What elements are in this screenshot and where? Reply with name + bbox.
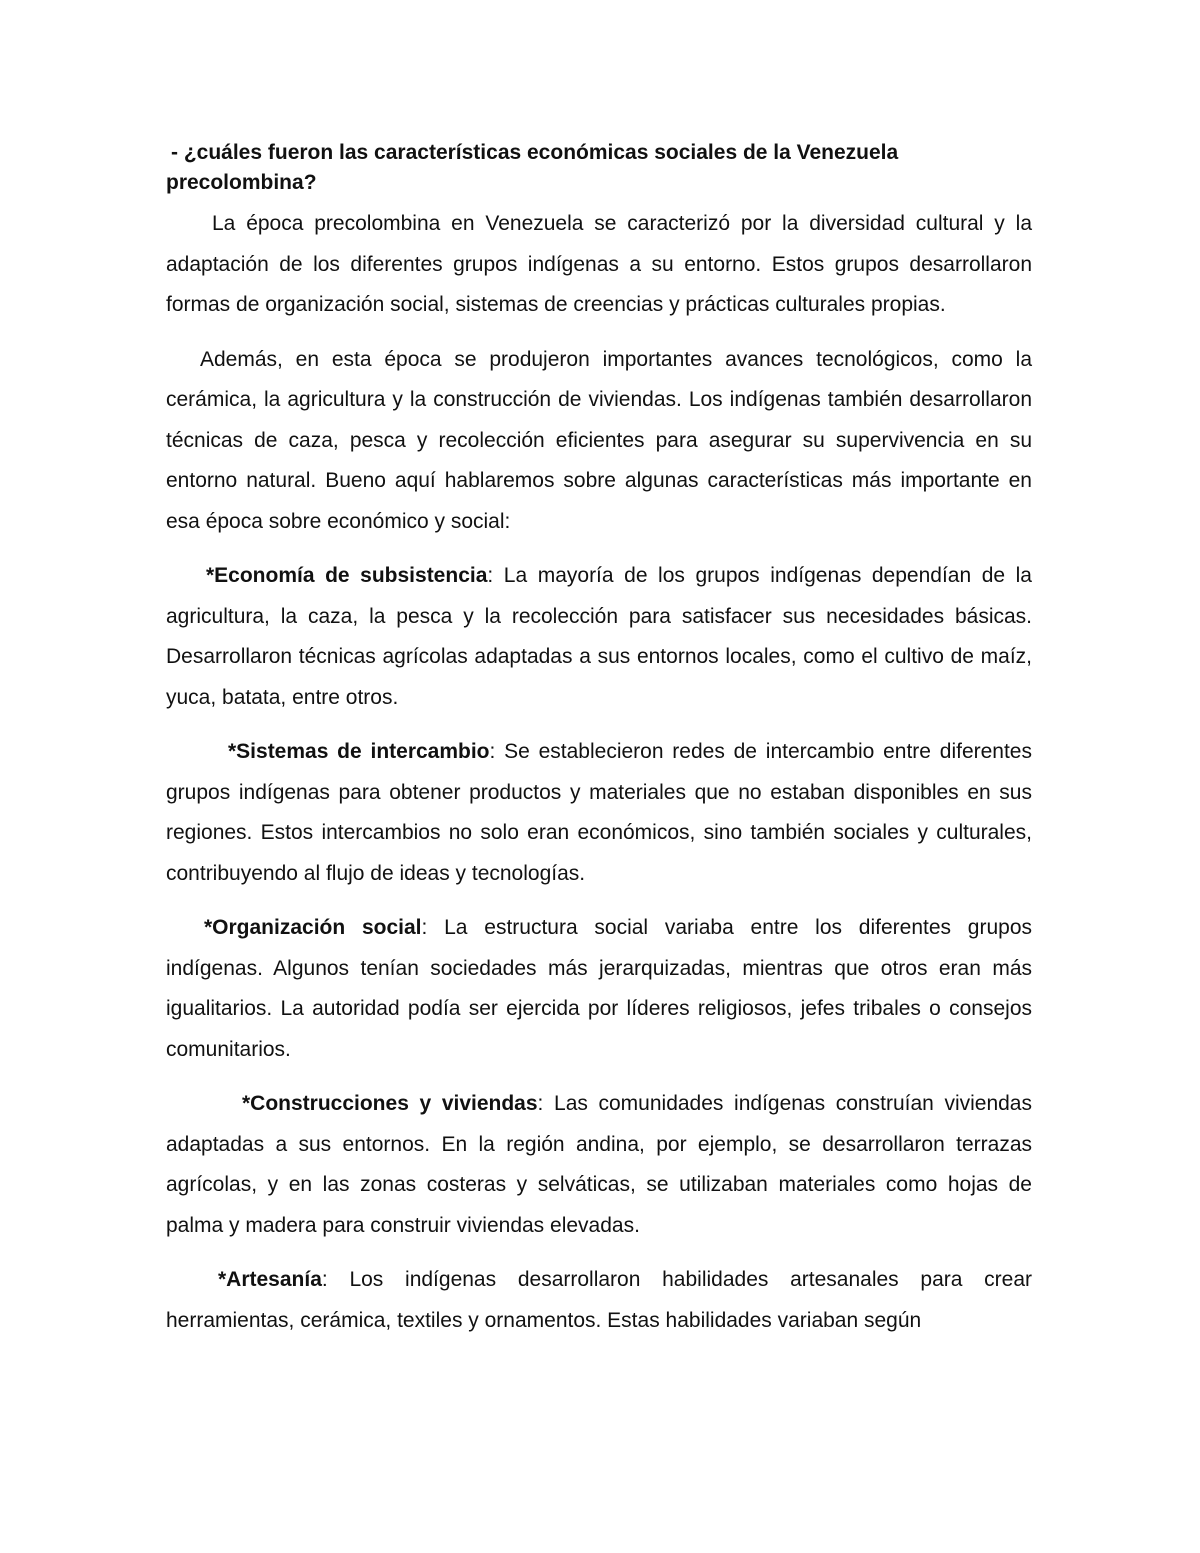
- characteristic-sistemas-intercambio: [166, 732, 1032, 894]
- characteristic-economia-subsistencia: [166, 556, 1032, 718]
- document-body: [166, 138, 1032, 1355]
- characteristic-term: *Economía de subsistencia: [206, 564, 488, 587]
- characteristic-text: : Los indígenas desarrollaron habilidades artesanales para crear herramientas, cerámica, textiles y ornamentos. Estas habilidades variaban según: [166, 1268, 1032, 1332]
- characteristic-artesania: [166, 1260, 1032, 1341]
- characteristic-term: *Sistemas de intercambio: [228, 740, 490, 763]
- characteristic-text: : Las comunidades indígenas construían viviendas adaptadas a sus entornos. En la región andina, por ejemplo, se desarrollaron terrazas agrícolas, y en las zonas costeras y selváticas, se utilizaban materiales como hojas de palma y madera para construir viviendas elevadas.: [166, 1092, 1032, 1237]
- characteristic-construcciones-viviendas: [166, 1084, 1032, 1246]
- characteristic-term: *Organización social: [204, 916, 422, 939]
- characteristic-term: *Artesanía: [218, 1268, 322, 1291]
- characteristic-text: : Se establecieron redes de intercambio entre diferentes grupos indígenas para obtener productos y materiales que no estaban disponibles en sus regiones. Estos intercambios no solo eran económicos, sino también sociales y culturales, contribuyendo al flujo de ideas y tecnologías.: [166, 740, 1032, 885]
- characteristic-term: *Construcciones y viviendas: [242, 1092, 538, 1115]
- question-heading: - ¿cuáles fueron las características económicas sociales de la Venezuela precolombina?: [166, 141, 899, 194]
- characteristic-text: : La estructura social variaba entre los diferentes grupos indígenas. Algunos tenían sociedades más jerarquizadas, mientras que otros eran más igualitarios. La autoridad podía ser ejercida por líderes religiosos, jefes tribales o consejos comunitarios.: [166, 916, 1032, 1061]
- intro-paragraph-2: Además, en esta época se produjeron importantes avances tecnológicos, como la cerámica, la agricultura y la construcción de viviendas. Los indígenas también desarrollaron técnicas de caza, pesca y recolección eficientes para asegurar su supervivencia en su entorno natural. Bueno aquí hablaremos sobre algunas características más importante en esa época sobre económico y social:: [166, 347, 1032, 533]
- characteristic-text: : La mayoría de los grupos indígenas dependían de la agricultura, la caza, la pesca y la recolección para satisfacer sus necesidades básicas. Desarrollaron técnicas agrícolas adaptadas a sus entornos locales, como el cultivo de maíz, yuca, batata, entre otros.: [166, 564, 1032, 709]
- intro-paragraph-1: La época precolombina en Venezuela se caracterizó por la diversidad cultural y la adaptación de los diferentes grupos indígenas a su entorno. Estos grupos desarrollaron formas de organización social, sistemas de creencias y prácticas culturales propias.: [166, 212, 1032, 316]
- characteristic-organizacion-social: [166, 908, 1032, 1070]
